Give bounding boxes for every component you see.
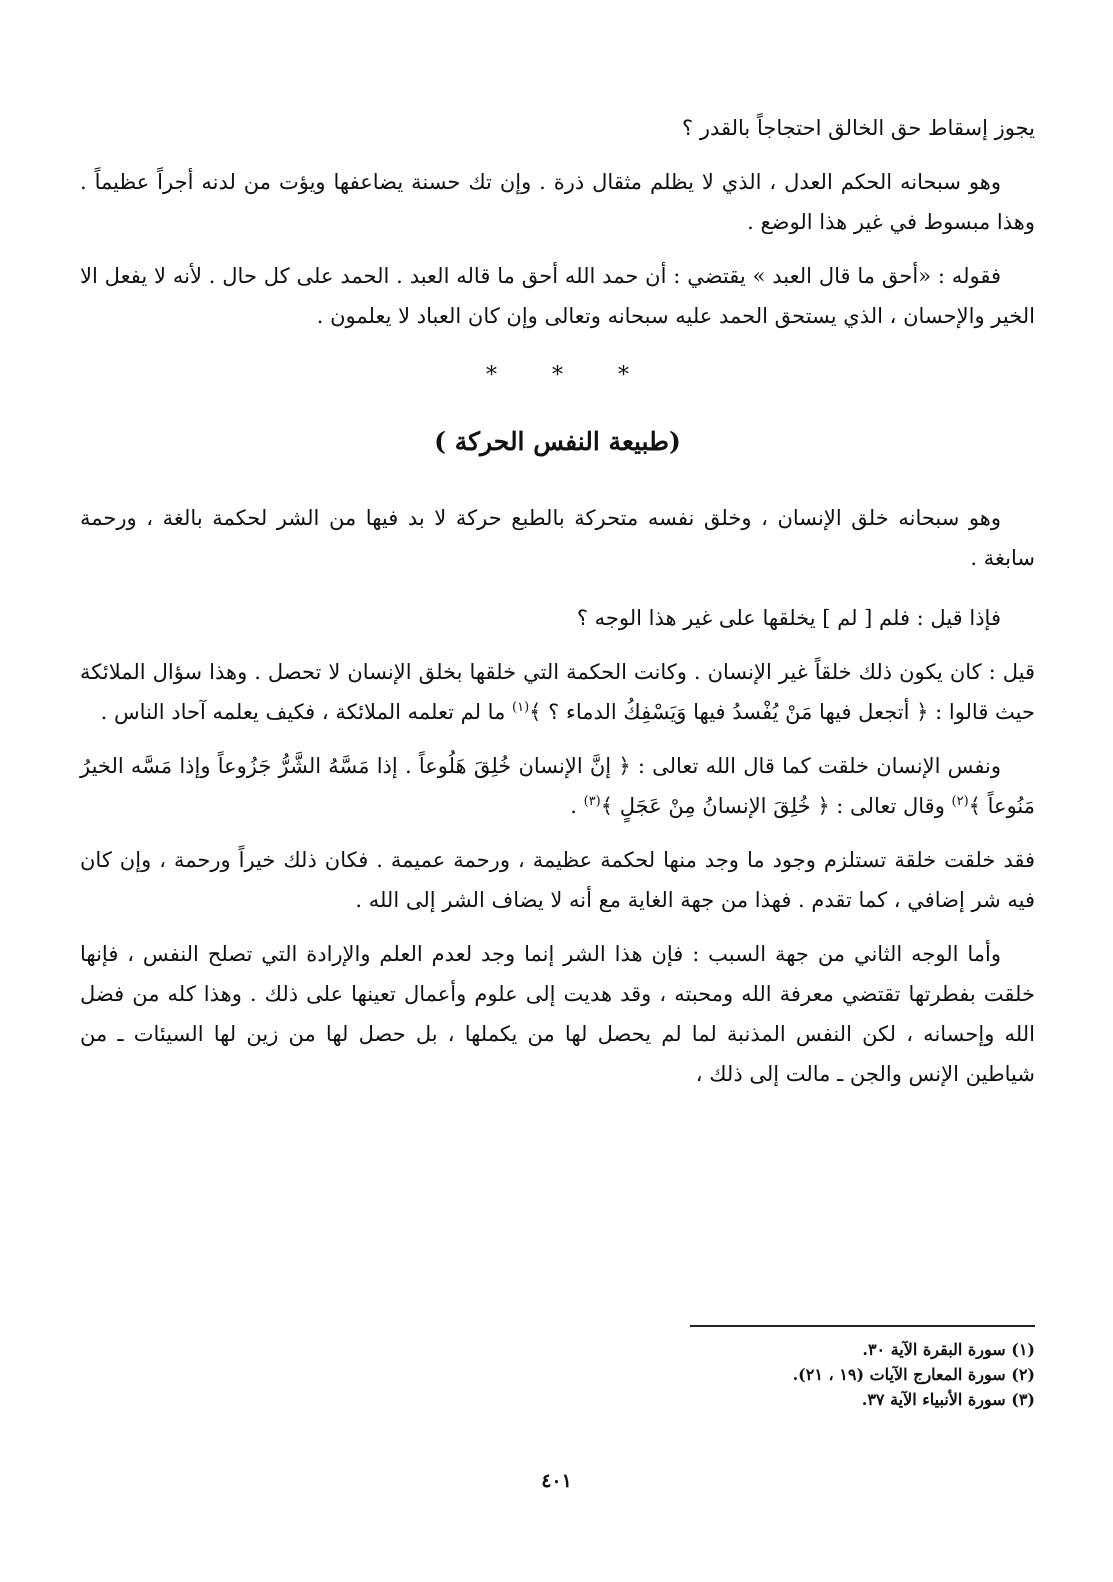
section-heading: (طبيعة النفس الحركة )	[434, 427, 681, 456]
paragraph-text: ونفس الإنسان خلقت كما قال الله تعالى : ﴿ إنَّ الإنسان خُلِقَ هَلُوعاً . إذا مَسَّهُ الشَّرُّ جَزُوعاً وإذا مَسَّه الخيرُ مَنُوعاً ﴾	[80, 754, 1035, 818]
footnote-ref-3: (٣)	[583, 794, 601, 809]
paragraph-praise: فقوله : «أحق ما قال العبد » يقتضي : أن حمد الله أحق ما قاله العبد . الحمد على كل حال . لأنه لا يفعل الا الخير والإحسان ، الذي يستحق الحمد عليه سبحانه وتعالى وإن كان العباد لا يعلمون .	[80, 264, 1035, 328]
footnote-divider	[690, 1325, 1035, 1327]
footnote-3: (٣) سورة الأنبياء الآية ٣٧.	[861, 1390, 1035, 1409]
paragraph-justice: وهو سبحانه الحكم العدل ، الذي لا يظلم مثقال ذرة . وإن تك حسنة يضاعفها ويؤت من لدنه أجراً عظيماً . وهذا مبسوط في غير هذا الوضع .	[80, 170, 1035, 234]
paragraph-text: ما لم تعلمه الملائكة ، فكيف يعلمه آحاد الناس .	[100, 700, 512, 724]
separator-star: *	[552, 363, 563, 388]
paragraph-angels-answer	[80, 652, 1035, 732]
paragraph-text: .	[570, 794, 584, 818]
footnote-1: (١) سورة البقرة الآية ٣٠.	[862, 1340, 1035, 1359]
page-number: ٤٠١	[541, 1470, 572, 1492]
paragraph-cause: وأما الوجه الثاني من جهة السبب : فإن هذا الشر إنما وجد لعدم العلم والإرادة التي تصلح النفس ، فإنها خلقت بفطرتها تقتضي معرفة الله ومحبته ، وقد هديت إلى علوم وأعمال تعينها على ذلك . وهذا كله من فضل الله وإحسانه ، لكن النفس المذنبة لما لم يحصل لها من يكملها ، بل حصل لها من زين لها السيئات ـ من شياطين الإنس والجن ـ مالت إلى ذلك ،	[80, 942, 1035, 1086]
paragraph-text: قيل : كان يكون ذلك خلقاً غير الإنسان . وكانت الحكمة التي خلقها بخلق الإنسان لا تحصل . وهذا سؤال الملائكة حيث قالوا : ﴿ أتجعل فيها مَنْ يُفْسدُ فيها وَيَسْفِكُ الدماء ؟ ﴾	[80, 660, 1035, 724]
footnote-2: (٢) سورة المعارج الآيات (١٩ ، ٢١).	[792, 1365, 1035, 1384]
footnote-ref-1: (١)	[512, 700, 530, 715]
paragraph-human-nature	[80, 746, 1035, 826]
paragraph-question: فإذا قيل : فلم [ لم ] يخلقها على غير هذا الوجه ؟	[576, 606, 1001, 630]
separator-star: *	[618, 363, 629, 388]
page-body	[80, 108, 1035, 1094]
footnotes	[685, 1325, 1035, 1412]
section-separator	[80, 358, 1035, 394]
paragraph-wisdom: فقد خلقت خلقة تستلزم وجود ما وجد منها لحكمة عظيمة ، ورحمة عميمة . فكان ذلك خيراً ورحمة ، وإن كان فيه شر إضافي ، كما تقدم . فهذا من جهة الغاية مع أنه لا يضاف الشر إلى الله .	[80, 848, 1035, 912]
paragraph-human-creation: وهو سبحانه خلق الإنسان ، وخلق نفسه متحركة بالطبع حركة لا بد فيها من الشر لحكمة بالغة ، ورحمة سابغة .	[80, 506, 1035, 570]
paragraph-text: وقال تعالى : ﴿ خُلِقَ الإنسانُ مِنْ عَجَلٍ ﴾	[600, 794, 952, 818]
separator-star: *	[486, 363, 497, 388]
paragraph-opening-question: يجوز إسقاط حق الخالق احتجاجاً بالقدر ؟	[682, 116, 1035, 140]
section-body	[80, 498, 1035, 1094]
footnote-ref-2: (٢)	[951, 794, 969, 809]
